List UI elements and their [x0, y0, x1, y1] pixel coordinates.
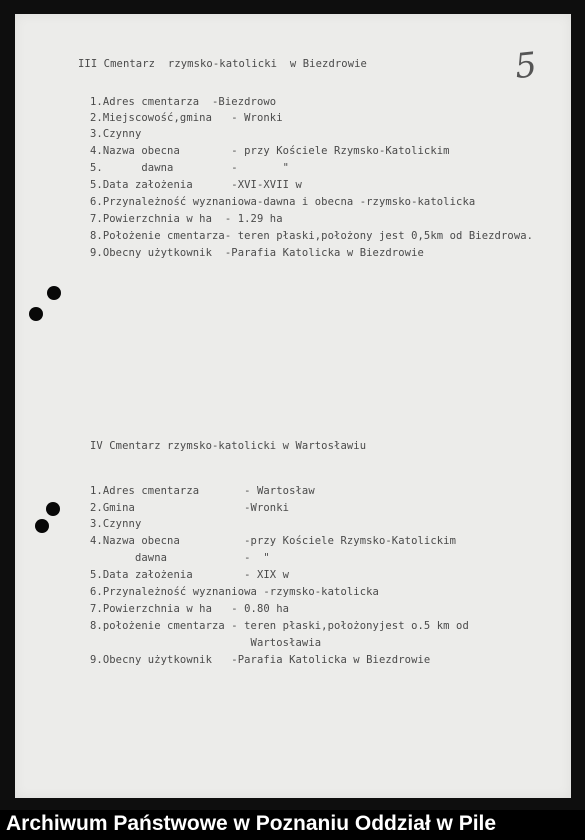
- section-3-line: 2.Miejscowość,gmina - Wronki: [90, 112, 283, 124]
- section-3-line: 9.Obecny użytkownik -Parafia Katolicka w Biezdrowie: [90, 247, 424, 259]
- section-4-line: 1.Adres cmentarza - Wartosław: [90, 485, 315, 497]
- section-4-line: 2.Gmina -Wronki: [90, 502, 290, 514]
- section-4-line: 9.Obecny użytkownik -Parafia Katolicka w Biezdrowie: [90, 654, 431, 666]
- section-4-line: 4.Nazwa obecna -przy Kościele Rzymsko-Katolickim: [90, 535, 457, 547]
- punch-hole: [35, 519, 49, 533]
- section-3-line: 1.Adres cmentarza -Biezdrowo: [90, 96, 277, 108]
- section-4-line: 5.Data założenia - XIX w: [90, 569, 290, 581]
- punch-hole: [46, 502, 60, 516]
- section-4-heading: IV Cmentarz rzymsko-katolicki w Wartosławiu: [90, 440, 367, 452]
- section-4-line: Wartosławia: [90, 637, 322, 649]
- section-3-line: 5. dawna - ": [90, 162, 290, 174]
- section-4-line: dawna - ": [90, 552, 270, 564]
- archive-footer: [0, 810, 585, 840]
- section-3-line: 8.Położenie cmentarza- teren płaski,położony jest 0,5km od Biezdrowa.: [90, 230, 534, 242]
- archive-caption: Archiwum Państwowe w Poznaniu Oddział w Pile: [6, 812, 497, 835]
- section-3-heading: III Cmentarz rzymsko-katolicki w Biezdrowie: [78, 58, 367, 70]
- section-4-line: 8.położenie cmentarza - teren płaski,położonyjest o.5 km od: [90, 620, 469, 632]
- section-3-line: 5.Data założenia -XVI-XVII w: [90, 179, 302, 191]
- section-3-line: 4.Nazwa obecna - przy Kościele Rzymsko-Katolickim: [90, 145, 450, 157]
- page-number: 5: [512, 44, 539, 88]
- section-4-line: 7.Powierzchnia w ha - 0.80 ha: [90, 603, 290, 615]
- section-4-line: 6.Przynależność wyznaniowa -rzymsko-katolicka: [90, 586, 379, 598]
- document-page: [15, 14, 571, 798]
- section-3-line: 7.Powierzchnia w ha - 1.29 ha: [90, 213, 283, 225]
- punch-hole: [29, 307, 43, 321]
- section-4-line: 3.Czynny: [90, 518, 142, 530]
- section-3-line: 3.Czynny: [90, 128, 142, 140]
- punch-hole: [47, 286, 61, 300]
- section-3-line: 6.Przynależność wyznaniowa-dawna i obecna -rzymsko-katolicka: [90, 196, 476, 208]
